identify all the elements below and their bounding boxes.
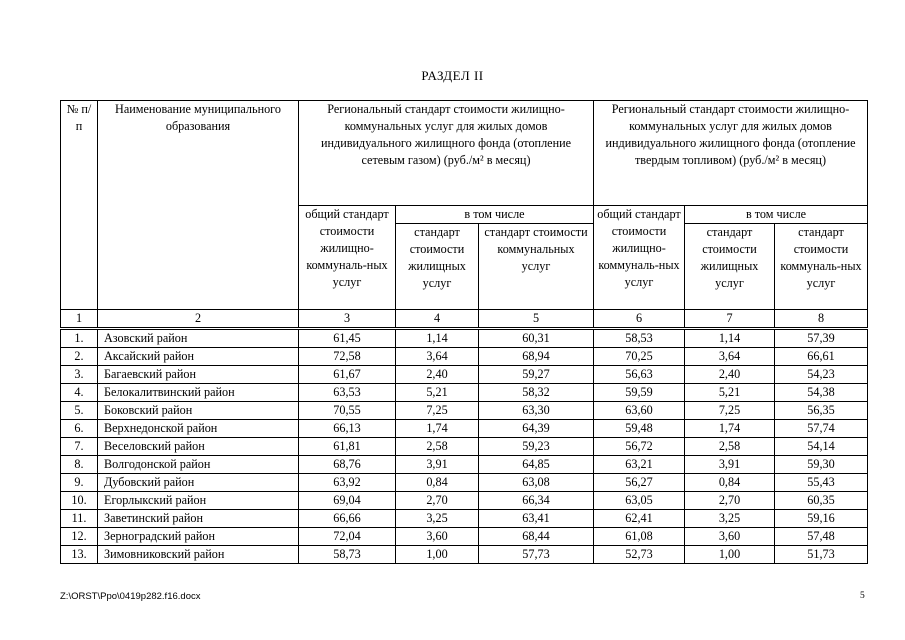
communal-solid-value: 51,73 xyxy=(775,546,868,564)
communal-solid-value: 55,43 xyxy=(775,474,868,492)
communal-gas-value: 63,30 xyxy=(479,402,594,420)
row-number: 5. xyxy=(61,402,98,420)
column-numbers-row xyxy=(61,310,868,329)
municipality-name: Боковский район xyxy=(98,402,299,420)
table-row xyxy=(61,474,868,492)
communal-gas-value: 58,32 xyxy=(479,384,594,402)
communal-gas-value: 68,44 xyxy=(479,528,594,546)
housing-solid-value: 1,14 xyxy=(685,329,775,348)
total-gas-value: 68,76 xyxy=(299,456,396,474)
communal-solid-value: 54,38 xyxy=(775,384,868,402)
municipality-name: Багаевский район xyxy=(98,366,299,384)
row-number: 9. xyxy=(61,474,98,492)
communal-gas-value: 59,23 xyxy=(479,438,594,456)
table-row xyxy=(61,366,868,384)
header-num: № п/п xyxy=(61,101,98,310)
housing-solid-value: 3,64 xyxy=(685,348,775,366)
footer-page-number: 5 xyxy=(860,591,865,601)
housing-gas-value: 0,84 xyxy=(396,474,479,492)
header-name: Наименование муниципального образования xyxy=(98,101,299,310)
housing-gas-value: 1,00 xyxy=(396,546,479,564)
header-including-solid: в том числе xyxy=(685,206,868,224)
housing-solid-value: 2,58 xyxy=(685,438,775,456)
total-solid-value: 59,48 xyxy=(594,420,685,438)
housing-gas-value: 2,58 xyxy=(396,438,479,456)
communal-gas-value: 68,94 xyxy=(479,348,594,366)
communal-solid-value: 54,14 xyxy=(775,438,868,456)
housing-solid-value: 1,00 xyxy=(685,546,775,564)
municipality-name: Волгодонской район xyxy=(98,456,299,474)
total-solid-value: 63,05 xyxy=(594,492,685,510)
housing-solid-value: 3,91 xyxy=(685,456,775,474)
total-gas-value: 72,58 xyxy=(299,348,396,366)
column-number: 2 xyxy=(98,310,299,329)
housing-gas-value: 3,25 xyxy=(396,510,479,528)
communal-solid-value: 57,39 xyxy=(775,329,868,348)
total-gas-value: 61,81 xyxy=(299,438,396,456)
total-solid-value: 70,25 xyxy=(594,348,685,366)
column-number: 8 xyxy=(775,310,868,329)
total-gas-value: 69,04 xyxy=(299,492,396,510)
communal-gas-value: 64,39 xyxy=(479,420,594,438)
row-number: 4. xyxy=(61,384,98,402)
communal-gas-value: 63,08 xyxy=(479,474,594,492)
header-communal-solid: стандарт стоимости коммуналь-ных услуг xyxy=(775,224,868,310)
total-solid-value: 62,41 xyxy=(594,510,685,528)
housing-gas-value: 7,25 xyxy=(396,402,479,420)
communal-gas-value: 66,34 xyxy=(479,492,594,510)
municipality-name: Азовский район xyxy=(98,329,299,348)
header-including-gas: в том числе xyxy=(396,206,594,224)
total-gas-value: 61,67 xyxy=(299,366,396,384)
column-number: 3 xyxy=(299,310,396,329)
housing-gas-value: 3,91 xyxy=(396,456,479,474)
column-number: 4 xyxy=(396,310,479,329)
row-number: 6. xyxy=(61,420,98,438)
communal-solid-value: 59,30 xyxy=(775,456,868,474)
municipality-name: Дубовский район xyxy=(98,474,299,492)
header-total-solid: общий стандарт стоимости жилищно-коммуналь-ных услуг xyxy=(594,206,685,310)
total-gas-value: 63,92 xyxy=(299,474,396,492)
total-gas-value: 58,73 xyxy=(299,546,396,564)
housing-solid-value: 2,40 xyxy=(685,366,775,384)
table-row xyxy=(61,384,868,402)
column-number: 7 xyxy=(685,310,775,329)
communal-solid-value: 60,35 xyxy=(775,492,868,510)
communal-solid-value: 56,35 xyxy=(775,402,868,420)
municipality-name: Заветинский район xyxy=(98,510,299,528)
communal-gas-value: 59,27 xyxy=(479,366,594,384)
row-number: 8. xyxy=(61,456,98,474)
header-housing-gas: стандарт стоимости жилищных услуг xyxy=(396,224,479,310)
total-gas-value: 63,53 xyxy=(299,384,396,402)
municipality-name: Егорлыкский район xyxy=(98,492,299,510)
total-solid-value: 63,60 xyxy=(594,402,685,420)
total-solid-value: 59,59 xyxy=(594,384,685,402)
communal-solid-value: 57,74 xyxy=(775,420,868,438)
total-solid-value: 56,27 xyxy=(594,474,685,492)
table-row xyxy=(61,402,868,420)
total-solid-value: 63,21 xyxy=(594,456,685,474)
housing-gas-value: 1,74 xyxy=(396,420,479,438)
municipality-name: Белокалитвинский район xyxy=(98,384,299,402)
total-gas-value: 72,04 xyxy=(299,528,396,546)
housing-solid-value: 3,25 xyxy=(685,510,775,528)
housing-gas-value: 3,60 xyxy=(396,528,479,546)
table-row xyxy=(61,492,868,510)
column-number: 6 xyxy=(594,310,685,329)
total-solid-value: 58,53 xyxy=(594,329,685,348)
housing-gas-value: 3,64 xyxy=(396,348,479,366)
table-row xyxy=(61,329,868,348)
row-number: 11. xyxy=(61,510,98,528)
header-total-gas: общий стандарт стоимости жилищно-коммуналь-ных услуг xyxy=(299,206,396,310)
housing-solid-value: 0,84 xyxy=(685,474,775,492)
row-number: 7. xyxy=(61,438,98,456)
total-solid-value: 56,72 xyxy=(594,438,685,456)
row-number: 10. xyxy=(61,492,98,510)
total-gas-value: 66,13 xyxy=(299,420,396,438)
housing-solid-value: 1,74 xyxy=(685,420,775,438)
municipality-name: Зерноградский район xyxy=(98,528,299,546)
communal-solid-value: 66,61 xyxy=(775,348,868,366)
table-row xyxy=(61,510,868,528)
total-gas-value: 66,66 xyxy=(299,510,396,528)
total-solid-value: 61,08 xyxy=(594,528,685,546)
communal-solid-value: 54,23 xyxy=(775,366,868,384)
header-gas-group: Региональный стандарт стоимости жилищно-коммунальных услуг для жилых домов индивидуального жилищного фонда (отопление сетевым газом) (руб./м² в месяц) xyxy=(299,101,594,206)
communal-gas-value: 63,41 xyxy=(479,510,594,528)
municipality-name: Верхнедонской район xyxy=(98,420,299,438)
housing-gas-value: 2,40 xyxy=(396,366,479,384)
housing-solid-value: 7,25 xyxy=(685,402,775,420)
housing-solid-value: 2,70 xyxy=(685,492,775,510)
municipality-name: Аксайский район xyxy=(98,348,299,366)
header-communal-gas: стандарт стоимости коммунальных услуг xyxy=(479,224,594,310)
total-gas-value: 70,55 xyxy=(299,402,396,420)
table-row xyxy=(61,528,868,546)
standards-table xyxy=(60,100,868,564)
total-solid-value: 56,63 xyxy=(594,366,685,384)
table-row xyxy=(61,438,868,456)
municipality-name: Зимовниковский район xyxy=(98,546,299,564)
header-solid-group: Региональный стандарт стоимости жилищно-коммунальных услуг для жилых домов индивидуального жилищного фонда (отопление твердым топливом) (руб./м² в месяц) xyxy=(594,101,868,206)
row-number: 12. xyxy=(61,528,98,546)
housing-solid-value: 5,21 xyxy=(685,384,775,402)
communal-solid-value: 59,16 xyxy=(775,510,868,528)
housing-gas-value: 2,70 xyxy=(396,492,479,510)
column-number: 1 xyxy=(61,310,98,329)
row-number: 13. xyxy=(61,546,98,564)
total-gas-value: 61,45 xyxy=(299,329,396,348)
row-number: 2. xyxy=(61,348,98,366)
table-row xyxy=(61,348,868,366)
housing-gas-value: 1,14 xyxy=(396,329,479,348)
table-row xyxy=(61,456,868,474)
table-row xyxy=(61,546,868,564)
table-row xyxy=(61,420,868,438)
communal-gas-value: 64,85 xyxy=(479,456,594,474)
municipality-name: Веселовский район xyxy=(98,438,299,456)
housing-gas-value: 5,21 xyxy=(396,384,479,402)
table-body xyxy=(61,310,868,564)
section-title: РАЗДЕЛ II xyxy=(421,68,484,83)
communal-solid-value: 57,48 xyxy=(775,528,868,546)
column-number: 5 xyxy=(479,310,594,329)
total-solid-value: 52,73 xyxy=(594,546,685,564)
footer-file-path: Z:\ORST\Ppo\0419p282.f16.docx xyxy=(60,591,201,602)
header-housing-solid: стандарт стоимости жилищных услуг xyxy=(685,224,775,310)
communal-gas-value: 57,73 xyxy=(479,546,594,564)
housing-solid-value: 3,60 xyxy=(685,528,775,546)
communal-gas-value: 60,31 xyxy=(479,329,594,348)
row-number: 1. xyxy=(61,329,98,348)
row-number: 3. xyxy=(61,366,98,384)
